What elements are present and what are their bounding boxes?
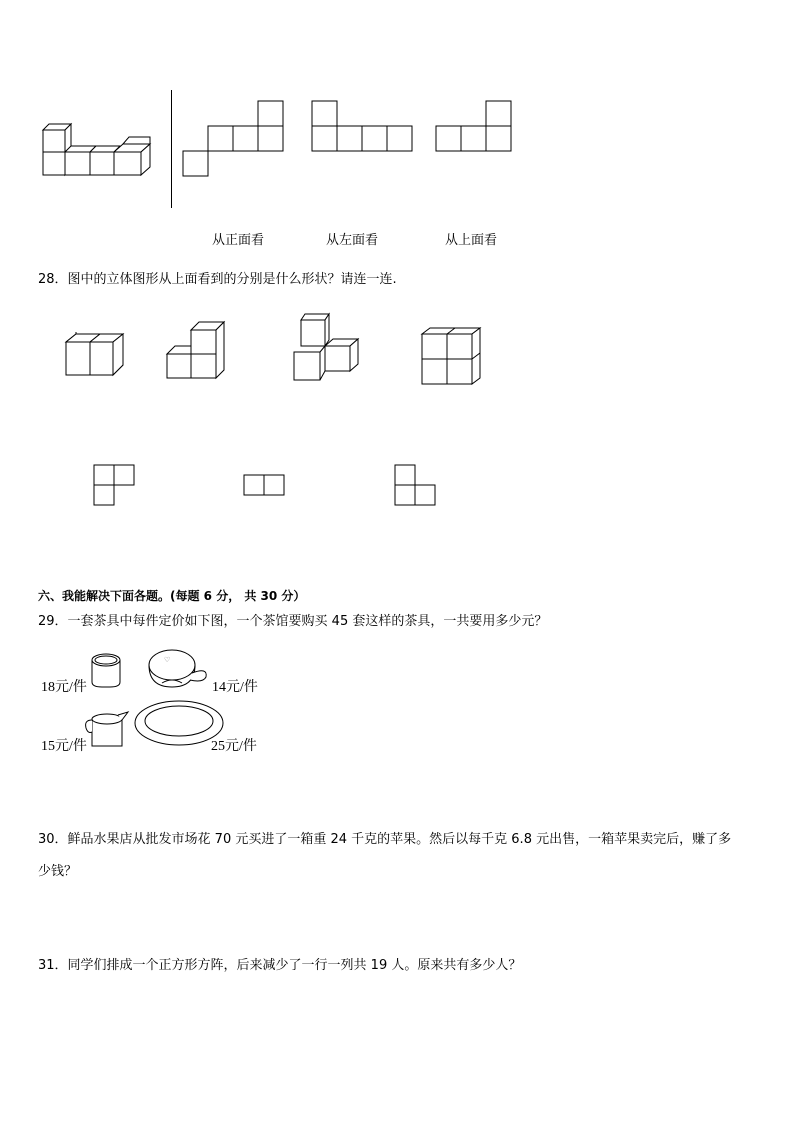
- pitcher-icon: [82, 706, 128, 750]
- bowl-price: 14元/件: [212, 680, 258, 695]
- top-shape-1: [93, 464, 137, 508]
- left-view-figure: [311, 100, 415, 154]
- solid-1: [64, 332, 126, 378]
- divider-line: [171, 90, 172, 208]
- section-6-heading: 六、我能解决下面各题。(每题 6 分， 共 30 分）: [38, 589, 306, 603]
- q28-text: 28．图中的立体图形从上面看到的分别是什么形状？请连一连.: [38, 272, 397, 287]
- top-shape-2: [243, 474, 287, 498]
- top-view-figure: [435, 100, 515, 154]
- q29-text: 29．一套茶具中每件定价如下图，一个茶馆要购买 45 套这样的茶具，一共要用多少元？: [38, 614, 548, 629]
- solid-4: [420, 326, 484, 388]
- view-label-top: 从上面看: [445, 233, 498, 248]
- cube-solid-figure: [40, 122, 155, 182]
- pitcher-price: 15元/件: [41, 739, 87, 754]
- view-label-left: 从左面看: [326, 233, 379, 248]
- solid-2: [165, 320, 227, 380]
- view-label-front: 从正面看: [212, 233, 265, 248]
- q30-line1: 30．鲜品水果店从批发市场花 70 元买进了一箱重 24 千克的苹果。然后以每千克 6.8 元出售，一箱苹果卖完后，赚了多: [38, 832, 732, 847]
- cup-price: 18元/件: [41, 680, 87, 695]
- svg-text:♡: ♡: [164, 656, 171, 664]
- q31-text: 31．同学们排成一个正方形方阵，后来减少了一行一列共 19 人。原来共有多少人？: [38, 958, 522, 973]
- plate-price: 25元/件: [211, 739, 257, 754]
- cup-icon: [88, 652, 128, 692]
- front-view-figure: [182, 100, 284, 178]
- solid-3: [292, 312, 362, 384]
- q30-line2: 少钱？: [38, 864, 78, 879]
- bowl-icon: [146, 647, 212, 693]
- top-shape-3: [394, 464, 438, 508]
